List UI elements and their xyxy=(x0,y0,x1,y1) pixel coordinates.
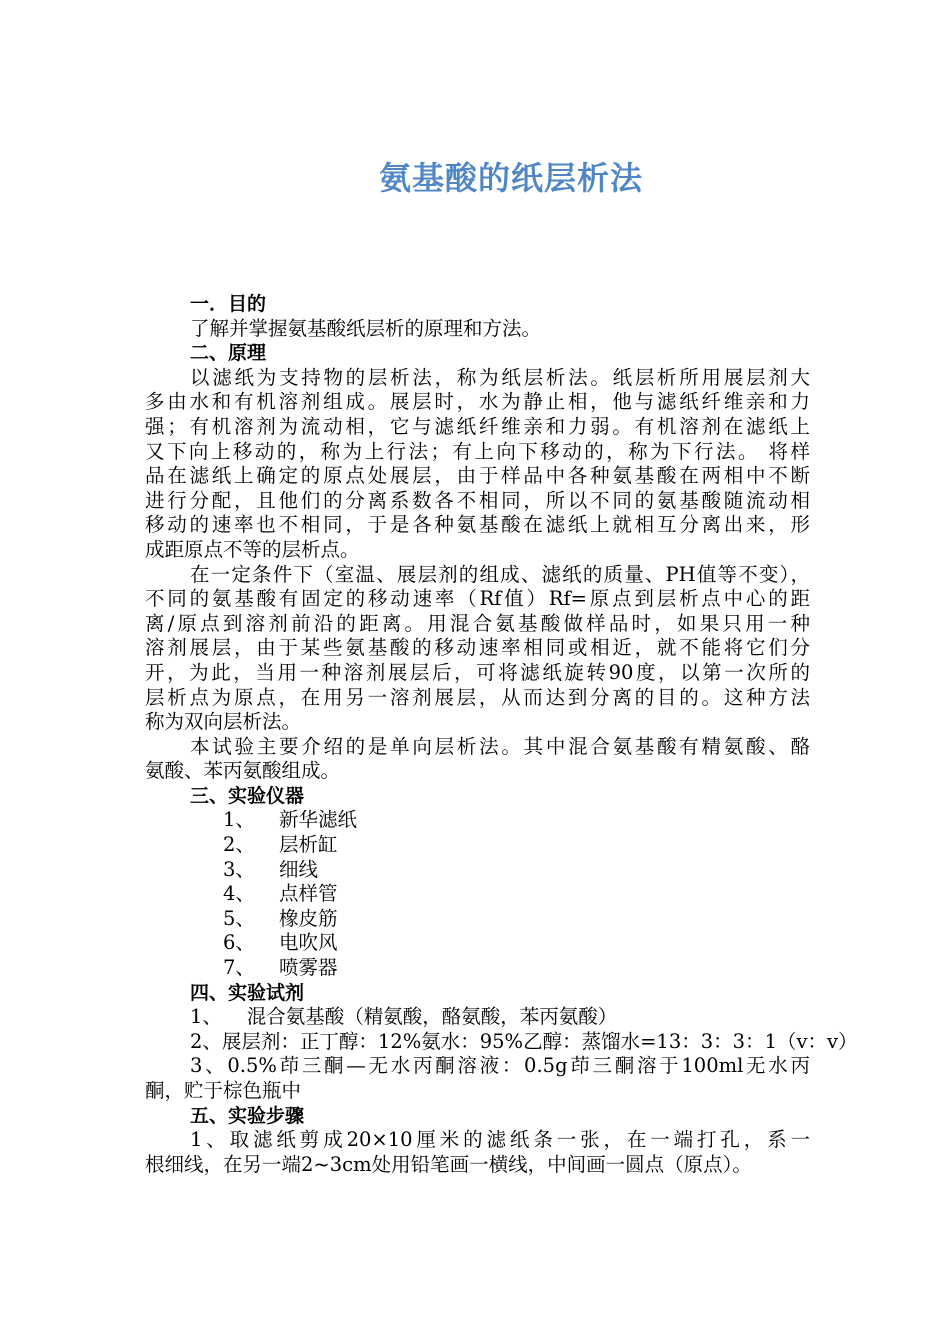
paragraph-line: 氨酸、苯丙氨酸组成。 xyxy=(145,759,341,783)
purpose-text: 了解并掌握氨基酸纸层析的原理和方法。 xyxy=(190,316,542,340)
document-body xyxy=(145,292,858,1177)
list-text: 细线 xyxy=(279,857,319,881)
section-heading-reagents: 四、实验试剂 xyxy=(190,981,305,1004)
paragraph-line: 多由水和有机溶剂组成。展层时，水为静止相，他与滤纸纤维亲和力 xyxy=(145,390,810,414)
list-item xyxy=(145,833,810,858)
paragraph-line: 以滤纸为支持物的层析法，称为纸层析法。纸层析所用展层剂大 xyxy=(190,365,810,389)
reagent-line: 酮，贮于棕色瓶中 xyxy=(145,1079,302,1102)
paragraph-line: 开，为此，当用一种溶剂展层后，可将滤纸旋转90度，以第一次所的 xyxy=(145,660,810,684)
list-item xyxy=(145,907,810,932)
list-text: 电吹风 xyxy=(279,931,338,955)
list-item xyxy=(145,858,810,883)
paragraph-line: 移动的速率也不相同，于是各种氨基酸在滤纸上就相互分离出来，形 xyxy=(145,513,810,537)
paragraph-line: 不同的氨基酸有固定的移动速率（Rf值）Rf=原点到层析点中心的距 xyxy=(145,587,810,611)
reagent-line: 2、展层剂：正丁醇：12%氨水：95%乙醇：蒸馏水=13：3：3：1（v：v） xyxy=(190,1029,858,1053)
list-text: 点样管 xyxy=(279,882,338,906)
paragraph-line: 成距原点不等的层析点。 xyxy=(145,537,360,561)
section-heading-principle: 二、原理 xyxy=(190,342,267,365)
list-number: 6、 xyxy=(223,931,255,955)
list-number: 4、 xyxy=(223,882,255,906)
paragraph-line: 品在滤纸上确定的原点处展层，由于样品中各种氨基酸在两相中不断 xyxy=(145,464,810,488)
section-heading-purpose: 一．目的 xyxy=(190,293,267,315)
list-item xyxy=(145,956,810,981)
step-line: 根细线，在另一端2~3cm处用铅笔画一横线，中间画一圆点（原点）。 xyxy=(145,1152,752,1176)
list-number: 7、 xyxy=(223,956,255,980)
list-text: 喷雾器 xyxy=(279,956,338,980)
list-text: 层析缸 xyxy=(279,833,338,857)
paragraph-line: 本试验主要介绍的是单向层析法。其中混合氨基酸有精氨酸、酪 xyxy=(190,734,810,758)
section-heading-steps: 五、实验步骤 xyxy=(190,1104,305,1127)
list-item xyxy=(145,882,810,907)
paragraph-line: 称为双向层析法。 xyxy=(145,710,302,734)
list-text: 新华滤纸 xyxy=(279,808,358,832)
paragraph-line: 溶剂展层，由于某些氨基酸的移动速率相同或相近，就不能将它们分 xyxy=(145,636,810,660)
list-number: 5、 xyxy=(223,906,255,930)
paragraph-line: 进行分配，且他们的分离系数各不相同，所以不同的氨基酸随流动相 xyxy=(145,488,810,512)
section-heading-instruments: 三、实验仪器 xyxy=(190,784,305,807)
list-item xyxy=(145,931,810,956)
paragraph-line: 层析点为原点，在用另一溶剂展层，从而达到分离的目的。这种方法 xyxy=(145,685,810,709)
paragraph-line: 又下向上移动的，称为上行法；有上向下移动的，称为下行法。 将样 xyxy=(145,439,810,463)
list-text: 橡皮筋 xyxy=(279,906,338,930)
reagent-line: 1、 混合氨基酸（精氨酸，酪氨酸，苯丙氨酸） xyxy=(190,1005,618,1029)
list-number: 2、 xyxy=(223,833,255,857)
reagent-line: 3、0.5%茚三酮—无水丙酮溶液：0.5g茚三酮溶于100ml无水丙 xyxy=(190,1054,810,1078)
document-title: 氨基酸的纸层析法 xyxy=(378,159,643,197)
list-number: 3、 xyxy=(223,857,255,881)
step-line: 1、取滤纸剪成20×10厘米的滤纸条一张，在一端打孔，系一 xyxy=(190,1128,810,1152)
paragraph-line: 强；有机溶剂为流动相，它与滤纸纤维亲和力弱。有机溶剂在滤纸上 xyxy=(145,414,810,438)
paragraph-line: 在一定条件下（室温、展层剂的组成、滤纸的质量、PH值等不变）， xyxy=(190,562,810,586)
list-number: 1、 xyxy=(223,808,255,832)
paragraph-line: 离/原点到溶剂前沿的距离。用混合氨基酸做样品时，如果只用一种 xyxy=(145,611,810,635)
list-item xyxy=(145,808,810,833)
